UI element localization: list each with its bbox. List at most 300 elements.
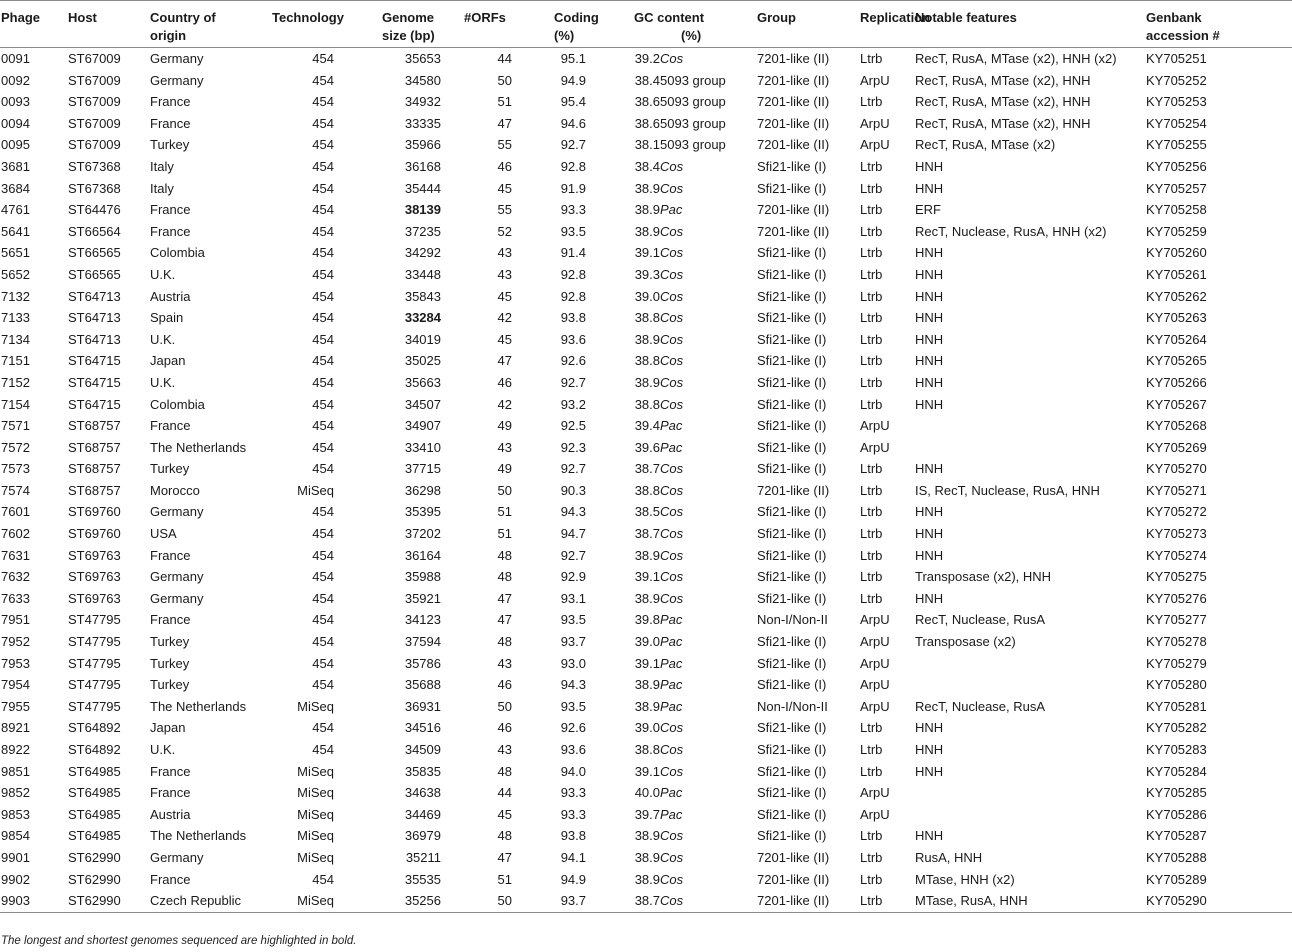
cell-coding: 92.5 <box>560 418 586 434</box>
cell-orfs: 51 <box>497 94 512 110</box>
cell-group: Pac <box>660 655 683 671</box>
cell-ltr: Ltrb <box>860 223 883 239</box>
cell-country: U.K. <box>150 266 176 282</box>
cell-group: Pac <box>660 439 683 455</box>
cell-accession: KY705251 <box>1146 51 1207 66</box>
cell-coding: 93.5 <box>560 612 586 628</box>
cell-ltr: ArpU <box>860 137 890 153</box>
cell-orfs: 43 <box>497 266 512 282</box>
cell-coding: 93.5 <box>560 223 586 239</box>
cell-country: The Netherlands <box>150 698 247 714</box>
cell-technology: 454 <box>312 223 334 239</box>
table-row <box>0 178 1292 200</box>
cell-phage: 7571 <box>1 418 30 434</box>
cell-country: France <box>150 202 191 218</box>
cell-gc-content: 39.4 <box>634 418 660 434</box>
cell-gc-content: 39.1 <box>634 655 660 671</box>
cell-replication: Sfi21-like (I) <box>757 677 827 693</box>
cell-phage: 7573 <box>1 461 30 477</box>
cell-ltr: ArpU <box>860 612 890 628</box>
cell-phage: 5651 <box>1 245 30 261</box>
cell-replication: Sfi21-like (I) <box>757 569 827 585</box>
cell-genome-size: 35395 <box>404 504 441 520</box>
cell-features: RecT, Nuclease, RusA <box>915 612 1046 628</box>
cell-gc-content: 38.8 <box>634 742 660 757</box>
cell-accession: KY705280 <box>1146 677 1207 693</box>
cell-orfs: 42 <box>497 396 512 412</box>
cell-country: Turkey <box>150 137 190 153</box>
cell-group: Cos <box>660 871 684 887</box>
cell-group: Cos <box>660 742 684 757</box>
table-row <box>0 674 1292 696</box>
header-accession: Genbank accession # <box>1146 10 1220 43</box>
cell-country: France <box>150 871 191 887</box>
cell-group: Pac <box>660 418 683 434</box>
cell-group: Cos <box>660 526 684 542</box>
cell-coding: 94.6 <box>560 115 586 131</box>
cell-phage: 4761 <box>1 202 30 218</box>
cell-features: HNH <box>915 331 944 347</box>
cell-features: HNH <box>915 526 944 542</box>
cell-coding: 92.6 <box>560 353 586 369</box>
cell-ltr: Ltrb <box>860 288 883 304</box>
cell-orfs: 46 <box>497 158 512 174</box>
cell-gc-content: 39.0 <box>634 288 660 304</box>
cell-coding: 92.7 <box>560 374 586 390</box>
cell-orfs: 42 <box>497 310 512 326</box>
cell-replication: Sfi21-like (I) <box>757 374 827 390</box>
cell-accession: KY705273 <box>1146 526 1207 542</box>
header-gc-content: GC content (%) <box>634 10 705 43</box>
cell-group: Pac <box>660 785 683 801</box>
cell-group: 5093 group <box>660 115 726 131</box>
cell-technology: 454 <box>312 353 334 369</box>
cell-phage: 3681 <box>1 158 30 174</box>
cell-orfs: 51 <box>497 526 512 542</box>
cell-ltr: Ltrb <box>860 245 883 261</box>
cell-accession: KY705289 <box>1146 871 1207 887</box>
cell-country: Colombia <box>150 245 205 261</box>
cell-country: Austria <box>150 806 191 822</box>
cell-replication: Sfi21-like (I) <box>757 547 827 563</box>
cell-gc-content: 38.9 <box>634 698 660 714</box>
cell-genome-size: 37235 <box>404 223 441 239</box>
cell-genome-size: 37715 <box>404 461 441 477</box>
cell-technology: MiSeq <box>297 828 334 844</box>
cell-replication: Sfi21-like (I) <box>757 439 827 455</box>
cell-features: RecT, RusA, MTase (x2) <box>915 137 1056 153</box>
cell-country: France <box>150 115 191 131</box>
cell-phage: 7631 <box>1 547 30 563</box>
cell-coding: 93.5 <box>560 698 586 714</box>
cell-replication: 7201-like (II) <box>757 893 830 909</box>
cell-orfs: 50 <box>497 72 512 88</box>
cell-replication: 7201-like (II) <box>757 849 830 865</box>
cell-replication: Sfi21-like (I) <box>757 785 827 801</box>
cell-coding: 91.4 <box>560 245 586 261</box>
cell-host: ST69760 <box>68 526 121 542</box>
table-row <box>0 458 1292 480</box>
cell-group: Cos <box>660 158 684 174</box>
cell-gc-content: 39.0 <box>634 634 660 650</box>
cell-genome-size: 35921 <box>404 590 441 606</box>
cell-coding: 94.3 <box>560 677 586 693</box>
cell-technology: 454 <box>312 94 334 110</box>
cell-phage: 7572 <box>1 439 30 455</box>
cell-ltr: Ltrb <box>860 526 883 542</box>
table-row <box>0 761 1292 783</box>
cell-country: France <box>150 223 191 239</box>
cell-phage: 8922 <box>1 742 30 757</box>
cell-ltr: Ltrb <box>860 871 883 887</box>
cell-genome-size: 35786 <box>404 655 441 671</box>
cell-ltr: Ltrb <box>860 482 883 498</box>
cell-accession: KY705290 <box>1146 893 1207 909</box>
cell-genome-size: 36164 <box>404 547 441 563</box>
cell-phage: 7151 <box>1 353 30 369</box>
cell-country: U.K. <box>150 374 176 390</box>
table-row <box>0 480 1292 502</box>
cell-genome-size: 33448 <box>404 266 441 282</box>
cell-ltr: ArpU <box>860 655 890 671</box>
cell-phage: 7602 <box>1 526 30 542</box>
cell-phage: 7952 <box>1 634 30 650</box>
cell-accession: KY705269 <box>1146 439 1207 455</box>
cell-genome-size: 33284 <box>404 310 441 326</box>
cell-orfs: 50 <box>497 482 512 498</box>
cell-gc-content: 39.6 <box>634 439 660 455</box>
cell-ltr: ArpU <box>860 677 890 693</box>
cell-country: France <box>150 612 191 628</box>
cell-ltr: Ltrb <box>860 266 883 282</box>
table-row <box>0 156 1292 178</box>
cell-phage: 7132 <box>1 288 30 304</box>
cell-host: ST64985 <box>68 785 121 801</box>
cell-host: ST62990 <box>68 893 121 909</box>
cell-technology: MiSeq <box>297 763 334 779</box>
cell-features <box>915 782 1146 804</box>
cell-host: ST64892 <box>68 720 121 736</box>
cell-gc-content: 38.8 <box>634 482 660 498</box>
cell-features: HNH <box>915 266 944 282</box>
cell-group: Cos <box>660 547 684 563</box>
cell-technology: 454 <box>312 677 334 693</box>
cell-gc-content: 38.4 <box>634 72 660 88</box>
cell-accession: KY705256 <box>1146 158 1207 174</box>
cell-replication: Sfi21-like (I) <box>757 158 827 174</box>
cell-gc-content: 38.9 <box>634 374 660 390</box>
cell-orfs: 43 <box>497 439 512 455</box>
cell-features: HNH <box>915 158 944 174</box>
cell-coding: 92.8 <box>560 288 586 304</box>
cell-orfs: 43 <box>497 245 512 261</box>
cell-replication: Sfi21-like (I) <box>757 180 827 196</box>
cell-host: ST67009 <box>68 115 121 131</box>
cell-orfs: 44 <box>497 51 512 66</box>
table-row <box>0 523 1292 545</box>
cell-ltr: Ltrb <box>860 331 883 347</box>
cell-technology: 454 <box>312 526 334 542</box>
cell-features: ERF <box>915 202 941 218</box>
cell-technology: 454 <box>312 871 334 887</box>
table-row <box>0 286 1292 308</box>
cell-replication: 7201-like (II) <box>757 202 830 218</box>
cell-orfs: 46 <box>497 374 512 390</box>
table-row <box>0 264 1292 286</box>
cell-phage: 0093 <box>1 94 30 110</box>
cell-accession: KY705262 <box>1146 288 1207 304</box>
table-row <box>0 545 1292 567</box>
cell-replication: 7201-like (II) <box>757 72 830 88</box>
cell-features: HNH <box>915 461 944 477</box>
cell-technology: 454 <box>312 245 334 261</box>
cell-phage: 7574 <box>1 482 30 498</box>
cell-coding: 92.7 <box>560 547 586 563</box>
cell-country: Czech Republic <box>150 893 242 909</box>
cell-features: Transposase (x2) <box>915 634 1016 650</box>
cell-gc-content: 38.6 <box>634 94 660 110</box>
table-row <box>0 70 1292 92</box>
header-group: Group <box>757 10 796 25</box>
cell-features: RecT, RusA, MTase (x2), HNH <box>915 72 1091 88</box>
cell-replication: 7201-like (II) <box>757 482 830 498</box>
table-footnote: The longest and shortest genomes sequenced are highlighted in bold. <box>1 935 357 947</box>
cell-country: Germany <box>150 590 204 606</box>
header-features: Notable features <box>915 10 1017 25</box>
cell-replication: Sfi21-like (I) <box>757 526 827 542</box>
cell-country: France <box>150 418 191 434</box>
cell-technology: 454 <box>312 569 334 585</box>
cell-genome-size: 34580 <box>404 72 441 88</box>
cell-host: ST64715 <box>68 353 121 369</box>
cell-accession: KY705252 <box>1146 72 1207 88</box>
cell-coding: 93.7 <box>560 634 586 650</box>
cell-accession: KY705258 <box>1146 202 1207 218</box>
cell-genome-size: 35535 <box>404 871 441 887</box>
cell-host: ST66564 <box>68 223 121 239</box>
table-row <box>0 307 1292 329</box>
cell-ltr: ArpU <box>860 115 890 131</box>
table-row <box>0 394 1292 416</box>
cell-orfs: 47 <box>497 612 512 628</box>
cell-host: ST67009 <box>68 94 121 110</box>
cell-features: HNH <box>915 396 944 412</box>
header-phage: Phage <box>1 10 41 25</box>
cell-features: RecT, Nuclease, RusA, HNH (x2) <box>915 223 1107 239</box>
cell-genome-size: 35025 <box>404 353 441 369</box>
cell-host: ST68757 <box>68 482 121 498</box>
cell-orfs: 47 <box>497 115 512 131</box>
cell-country: France <box>150 785 191 801</box>
cell-replication: Sfi21-like (I) <box>757 504 827 520</box>
cell-technology: 454 <box>312 547 334 563</box>
cell-genome-size: 35688 <box>404 677 441 693</box>
cell-host: ST69763 <box>68 547 121 563</box>
cell-orfs: 47 <box>497 590 512 606</box>
table-row <box>0 329 1292 351</box>
cell-genome-size: 36979 <box>404 828 441 844</box>
cell-orfs: 48 <box>497 547 512 563</box>
cell-technology: 454 <box>312 51 334 66</box>
cell-ltr: ArpU <box>860 634 890 650</box>
cell-orfs: 49 <box>497 418 512 434</box>
cell-phage: 0095 <box>1 137 30 153</box>
cell-gc-content: 38.9 <box>634 547 660 563</box>
cell-group: Cos <box>660 331 684 347</box>
cell-gc-content: 38.9 <box>634 223 660 239</box>
cell-group: Cos <box>660 51 684 66</box>
cell-features: HNH <box>915 720 944 736</box>
cell-orfs: 49 <box>497 461 512 477</box>
cell-technology: MiSeq <box>297 849 334 865</box>
cell-ltr: Ltrb <box>860 547 883 563</box>
cell-technology: MiSeq <box>297 482 334 498</box>
cell-ltr: ArpU <box>860 418 890 434</box>
cell-gc-content: 38.7 <box>634 526 660 542</box>
cell-technology: MiSeq <box>297 698 334 714</box>
cell-technology: 454 <box>312 72 334 88</box>
cell-gc-content: 40.0 <box>634 785 660 801</box>
cell-replication: Sfi21-like (I) <box>757 590 827 606</box>
cell-genome-size: 34516 <box>404 720 441 736</box>
cell-gc-content: 38.9 <box>634 180 660 196</box>
table-row <box>0 113 1292 135</box>
cell-host: ST64985 <box>68 763 121 779</box>
cell-country: USA <box>150 526 177 542</box>
cell-accession: KY705267 <box>1146 396 1207 412</box>
cell-coding: 93.3 <box>560 785 586 801</box>
cell-replication: Sfi21-like (I) <box>757 742 827 757</box>
cell-technology: 454 <box>312 742 334 757</box>
cell-ltr: ArpU <box>860 785 890 801</box>
cell-coding: 93.7 <box>560 893 586 909</box>
cell-coding: 92.6 <box>560 720 586 736</box>
cell-phage: 7951 <box>1 612 30 628</box>
cell-group: Cos <box>660 310 684 326</box>
cell-group: Cos <box>660 223 684 239</box>
cell-gc-content: 39.1 <box>634 245 660 261</box>
cell-genome-size: 35653 <box>404 51 441 66</box>
table-row <box>0 221 1292 243</box>
cell-accession: KY705257 <box>1146 180 1207 196</box>
cell-coding: 92.8 <box>560 158 586 174</box>
cell-group: Cos <box>660 266 684 282</box>
cell-group: Cos <box>660 353 684 369</box>
cell-host: ST66565 <box>68 266 121 282</box>
cell-features: MTase, RusA, HNH <box>915 893 1028 909</box>
cell-replication: Sfi21-like (I) <box>757 288 827 304</box>
table-row <box>0 501 1292 523</box>
cell-host: ST62990 <box>68 871 121 887</box>
cell-accession: KY705268 <box>1146 418 1207 434</box>
cell-host: ST47795 <box>68 612 121 628</box>
cell-group: 5093 group <box>660 72 726 88</box>
cell-replication: Sfi21-like (I) <box>757 245 827 261</box>
table-row <box>0 696 1292 718</box>
cell-accession: KY705284 <box>1146 763 1207 779</box>
cell-coding: 94.7 <box>560 526 586 542</box>
cell-country: France <box>150 547 191 563</box>
cell-coding: 94.0 <box>560 763 586 779</box>
cell-gc-content: 38.4 <box>634 158 660 174</box>
cell-genome-size: 34507 <box>404 396 441 412</box>
table-row <box>0 199 1292 221</box>
cell-accession: KY705263 <box>1146 310 1207 326</box>
cell-genome-size: 34509 <box>404 742 441 757</box>
cell-orfs: 51 <box>497 504 512 520</box>
cell-orfs: 50 <box>497 698 512 714</box>
cell-replication: Sfi21-like (I) <box>757 353 827 369</box>
cell-orfs: 50 <box>497 893 512 909</box>
cell-orfs: 48 <box>497 569 512 585</box>
cell-ltr: Ltrb <box>860 374 883 390</box>
cell-phage: 9901 <box>1 849 30 865</box>
cell-gc-content: 39.2 <box>634 51 660 66</box>
cell-genome-size: 34019 <box>404 331 441 347</box>
cell-accession: KY705255 <box>1146 137 1207 153</box>
cell-host: ST69760 <box>68 504 121 520</box>
cell-group: Cos <box>660 893 684 909</box>
cell-country: Germany <box>150 504 204 520</box>
cell-ltr: ArpU <box>860 806 890 822</box>
cell-group: Cos <box>660 828 684 844</box>
cell-replication: 7201-like (II) <box>757 137 830 153</box>
cell-coding: 92.3 <box>560 439 586 455</box>
header-replication: Replication <box>860 10 931 25</box>
cell-orfs: 43 <box>497 655 512 671</box>
cell-gc-content: 39.1 <box>634 763 660 779</box>
cell-coding: 95.4 <box>560 94 586 110</box>
cell-features: HNH <box>915 763 944 779</box>
cell-gc-content: 38.9 <box>634 331 660 347</box>
table-row <box>0 91 1292 113</box>
cell-phage: 0094 <box>1 115 30 131</box>
cell-accession: KY705283 <box>1146 742 1207 757</box>
cell-orfs: 46 <box>497 677 512 693</box>
cell-technology: 454 <box>312 720 334 736</box>
cell-country: France <box>150 763 191 779</box>
header-row <box>0 1 1292 48</box>
cell-features: HNH <box>915 547 944 563</box>
cell-features: RecT, RusA, MTase (x2), HNH <box>915 115 1091 131</box>
cell-replication: 7201-like (II) <box>757 223 830 239</box>
cell-country: Germany <box>150 849 204 865</box>
cell-features: RecT, RusA, MTase (x2), HNH (x2) <box>915 51 1117 66</box>
cell-orfs: 55 <box>497 202 512 218</box>
cell-orfs: 45 <box>497 180 512 196</box>
cell-country: U.K. <box>150 742 176 757</box>
cell-group: Cos <box>660 396 684 412</box>
cell-phage: 7632 <box>1 569 30 585</box>
cell-coding: 92.7 <box>560 137 586 153</box>
cell-replication: 7201-like (II) <box>757 871 830 887</box>
cell-host: ST47795 <box>68 634 121 650</box>
cell-accession: KY705265 <box>1146 353 1207 369</box>
cell-group: Cos <box>660 763 684 779</box>
cell-host: ST68757 <box>68 439 121 455</box>
cell-features: HNH <box>915 180 944 196</box>
table-row <box>0 653 1292 675</box>
cell-host: ST64713 <box>68 310 121 326</box>
cell-coding: 94.9 <box>560 72 586 88</box>
cell-features: RusA, HNH <box>915 849 983 865</box>
cell-host: ST64713 <box>68 331 121 347</box>
cell-gc-content: 39.1 <box>634 569 660 585</box>
cell-gc-content: 38.9 <box>634 849 660 865</box>
cell-accession: KY705264 <box>1146 331 1207 347</box>
cell-accession: KY705260 <box>1146 245 1207 261</box>
cell-accession: KY705279 <box>1146 655 1207 671</box>
